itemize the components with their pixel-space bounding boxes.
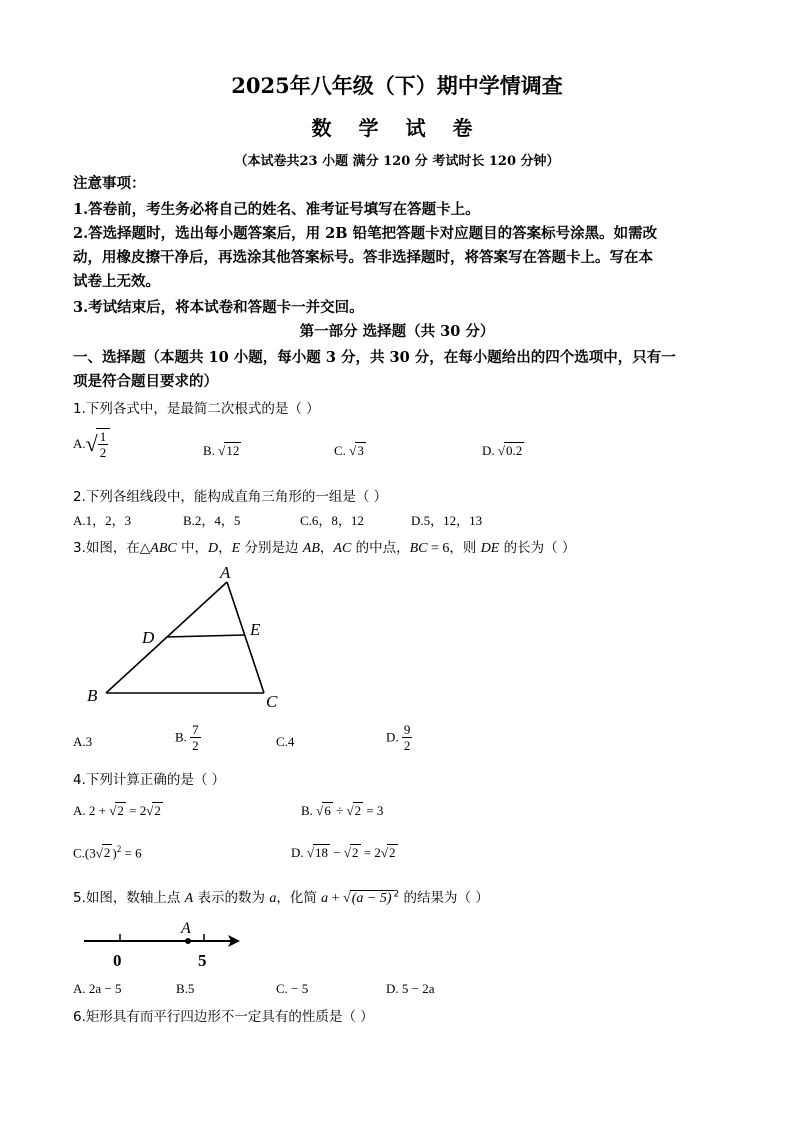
- notice-item-2-line1: 2.答选择题时，选出每小题答案后，用 2B 铅笔把答题卡对应题目的答案标号涂黑。如需改: [73, 225, 658, 242]
- q3-option-a: A.3: [73, 734, 93, 749]
- q1-option-a: A.√ $\frac{1}{2}$: [73, 428, 110, 460]
- vertex-b-label: B: [87, 686, 98, 705]
- section-instructions-line1: 一、选择题（本题共 10 小题，每小题 3 分，共 30 分，在每小题给出的四个选项中，只有一: [73, 349, 676, 366]
- point-a: [185, 938, 191, 944]
- q1-option-c: C. √3: [334, 443, 364, 458]
- section-instructions-line2: 项是符合题目要求的）: [73, 373, 218, 390]
- part1-heading: 第一部分 选择题（共 30 分）: [299, 323, 495, 340]
- notice-item-2-line3: 试卷上无效。: [73, 273, 160, 290]
- vertex-c-label: C: [266, 692, 278, 711]
- point-d-label: D: [142, 628, 155, 647]
- five-label: 5: [198, 951, 207, 970]
- point-a-label: A: [181, 920, 191, 937]
- notice-item-2-line2: 动，用橡皮擦干净后，再选涂其他答案标号。答非选择题时，将答案写在答题卡上。写在本: [73, 249, 653, 266]
- q3-stem: 3.如图，在△ABC 中，D，E 分别是边 AB，AC 的中点，BC = 6，则 DE 的长为（ ）: [73, 540, 576, 556]
- point-e-label: E: [250, 620, 261, 639]
- q4-option-c: C.(3√2 )$^2$ = 6: [73, 844, 142, 861]
- exam-subject: 数 学 试 卷: [311, 116, 483, 140]
- q2-option-d: D.5，12，13: [411, 513, 483, 528]
- q2-option-a: A.1，2，3: [73, 513, 132, 528]
- q3-option-c: C.4: [276, 734, 295, 749]
- q5-option-a: A. 2a − 5: [73, 981, 122, 996]
- q4-option-d: D. √18 − √2 = 2√2: [291, 845, 396, 860]
- q5-option-d: D. 5 − 2a: [386, 981, 435, 996]
- q1-stem: 1.下列各式中，是最简二次根式的是（ ）: [73, 401, 320, 417]
- notice-item-1: 1.答卷前，考生务必将自己的姓名、准考证号填写在答题卡上。: [73, 201, 480, 218]
- q5-option-c: C. − 5: [276, 981, 309, 996]
- q2-option-c: C.6，8，12: [300, 513, 364, 528]
- q4-option-b: B. √6 ÷ √2 = 3: [301, 803, 384, 818]
- q4-stem: 4.下列计算正确的是（ ）: [73, 772, 226, 788]
- q1-option-b: B. √12: [203, 443, 240, 458]
- q5-stem: 5.如图，数轴上点 A 表示的数为 a，化简 a + √(a − 5) $^2$ 的结果为（ ）: [73, 889, 489, 906]
- exam-info: （本试卷共23 小题 满分 120 分 考试时长 120 分钟）: [234, 154, 560, 169]
- triangle-figure: [80, 560, 300, 715]
- q6-stem: 6.矩形具有而平行四边形不一定具有的性质是（ ）: [73, 1009, 374, 1025]
- exam-title: 2025年八年级（下）期中学情调查: [231, 73, 563, 98]
- q4-option-a: A. 2 + √2 = 2√2: [73, 803, 161, 818]
- q3-option-d: D. $\frac{9}{2}$: [386, 722, 411, 753]
- q1-option-d: D. √0.2: [482, 443, 523, 458]
- zero-label: 0: [113, 951, 122, 970]
- q3-option-b: B. $\frac{7}{2}$: [175, 722, 199, 753]
- vertex-a-label: A: [220, 563, 231, 582]
- segment-de: [166, 635, 245, 637]
- number-line-figure: [80, 920, 250, 972]
- notice-item-3: 3.考试结束后，将本试卷和答题卡一并交回。: [73, 299, 364, 316]
- q2-stem: 2.下列各组线段中，能构成直角三角形的一组是（ ）: [73, 489, 388, 505]
- notice-heading: 注意事项：: [73, 175, 146, 192]
- q5-option-b: B.5: [176, 981, 195, 996]
- q2-option-b: B.2，4，5: [183, 513, 241, 528]
